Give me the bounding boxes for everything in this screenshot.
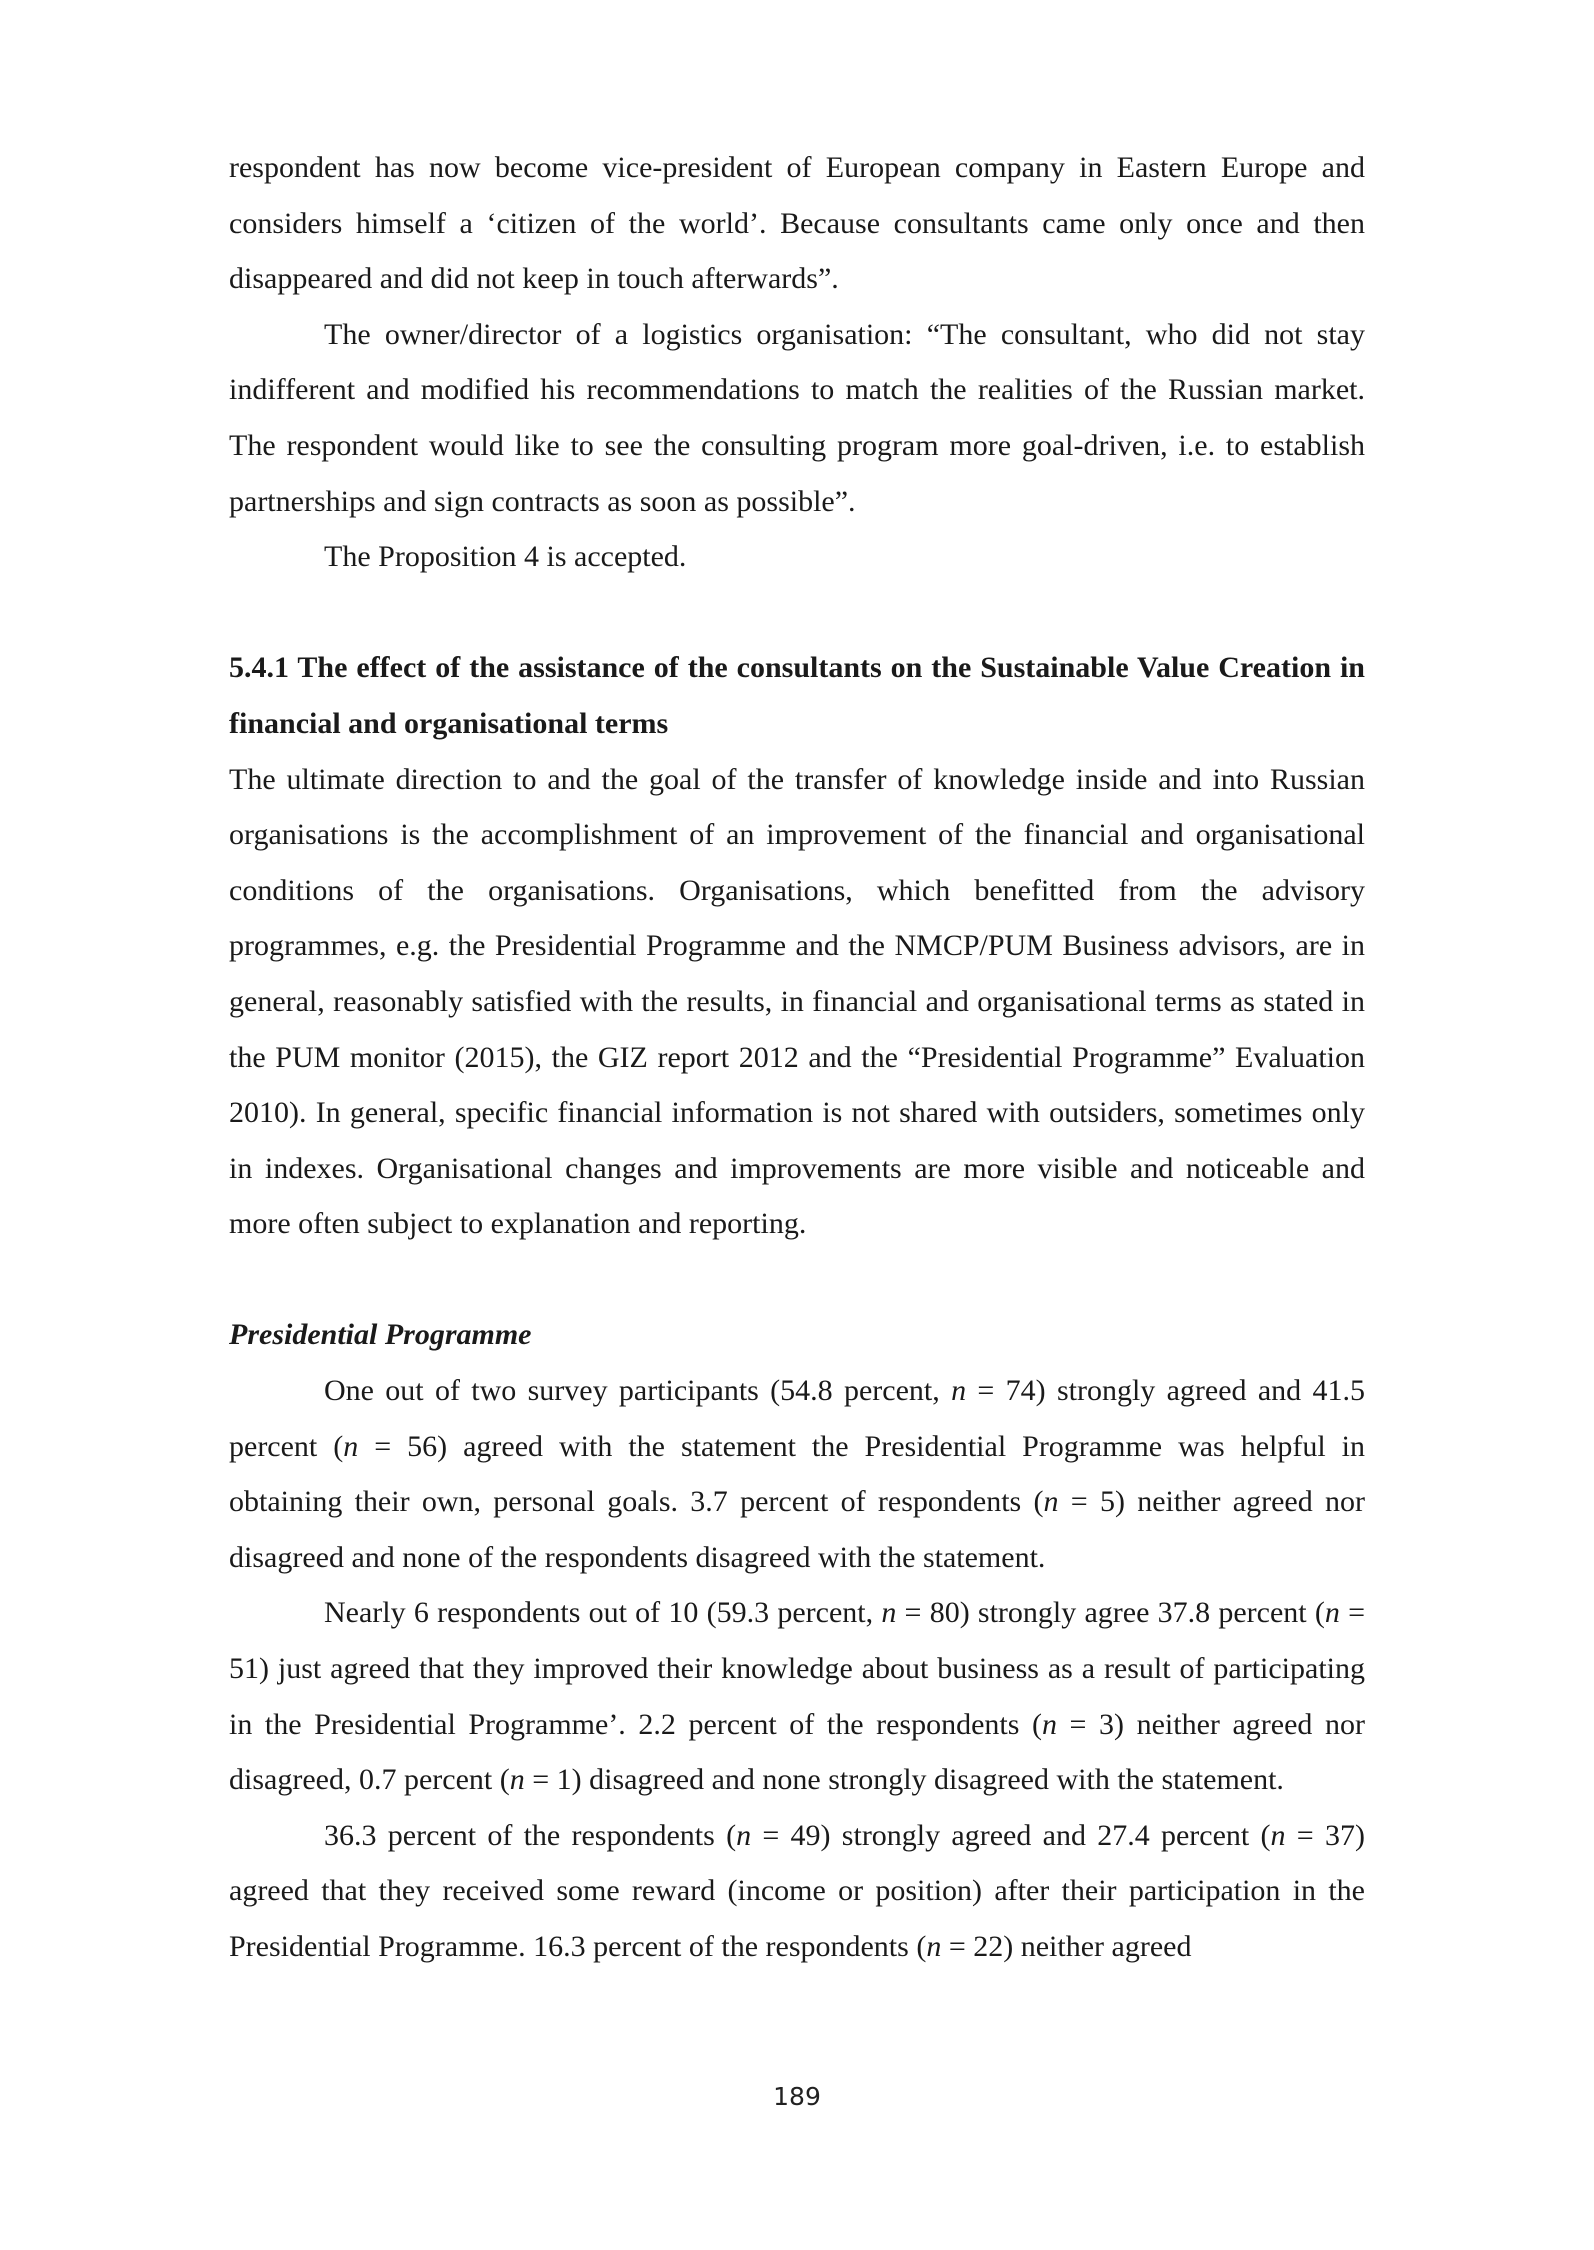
page-body	[229, 140, 1365, 1975]
paragraph-reward: 36.3 percent of the respondents (n = 49) strongly agreed and 27.4 percent (n = 37) agreed that they received some reward (income or position) after their participation in the Presidential Programme. 16.3 percent of the respondents (n = 22) neither agreed	[229, 1818, 1365, 1963]
subheading-presidential-programme: Presidential Programme	[229, 1318, 532, 1352]
spacer	[229, 585, 1365, 641]
paragraph-personal-goals: One out of two survey participants (54.8 percent, n = 74) strongly agreed and 41.5 percent (n = 56) agreed with the statement the Presidential Programme was helpful in obtaining their own, personal goals. 3.7 percent of respondents (n = 5) neither agreed nor disagreed and none of the respondents disagreed with the statement.	[229, 1374, 1366, 1574]
page-number: 189	[773, 2082, 821, 2111]
section-heading: 5.4.1 The effect of the assistance of the consultants on the Sustainable Value Creation in financial and organisational terms	[229, 651, 1365, 740]
paragraph-logistics-quote: The owner/director of a logistics organisation: “The consultant, who did not stay indifferent and modified his recommendations to match the realities of the Russian market. The respondent would like to see the consulting program more goal-driven, i.e. to establish partnerships and sign contracts as soon as possible”.	[229, 317, 1365, 518]
paragraph-section-intro: The ultimate direction to and the goal of the transfer of knowledge inside and into Russian organisations is the accomplishment of an improvement of the financial and organisational conditions of the organisations. Organisations, which benefitted from the advisory programmes, e.g. the Presidential Programme and the NMCP/PUM Business advisors, are in general, reasonably satisfied with the results, in financial and organisational terms as stated in the PUM monitor (2015), the GIZ report 2012 and the “Presidential Programme” Evaluation 2010). In general, specific financial information is not shared with outsiders, sometimes only in indexes. Organisational changes and improvements are more visible and noticeable and more often subject to explanation and reporting.	[229, 762, 1365, 1241]
paragraph-intro: respondent has now become vice-president of European company in Eastern Europe and considers himself a ‘citizen of the world’. Because consultants came only once and then disappeared and did not keep in touch afterwards”.	[229, 151, 1365, 296]
paragraph-proposition: The Proposition 4 is accepted.	[324, 540, 687, 574]
spacer	[229, 1252, 1365, 1308]
paragraph-knowledge: Nearly 6 respondents out of 10 (59.3 percent, n = 80) strongly agree 37.8 percent (n = 51) just agreed that they improved their knowledge about business as a result of participating in the Presidential Programme’. 2.2 percent of the respondents (n = 3) neither agreed nor disagreed, 0.7 percent (n = 1) disagreed and none strongly disagreed with the statement.	[229, 1596, 1366, 1797]
